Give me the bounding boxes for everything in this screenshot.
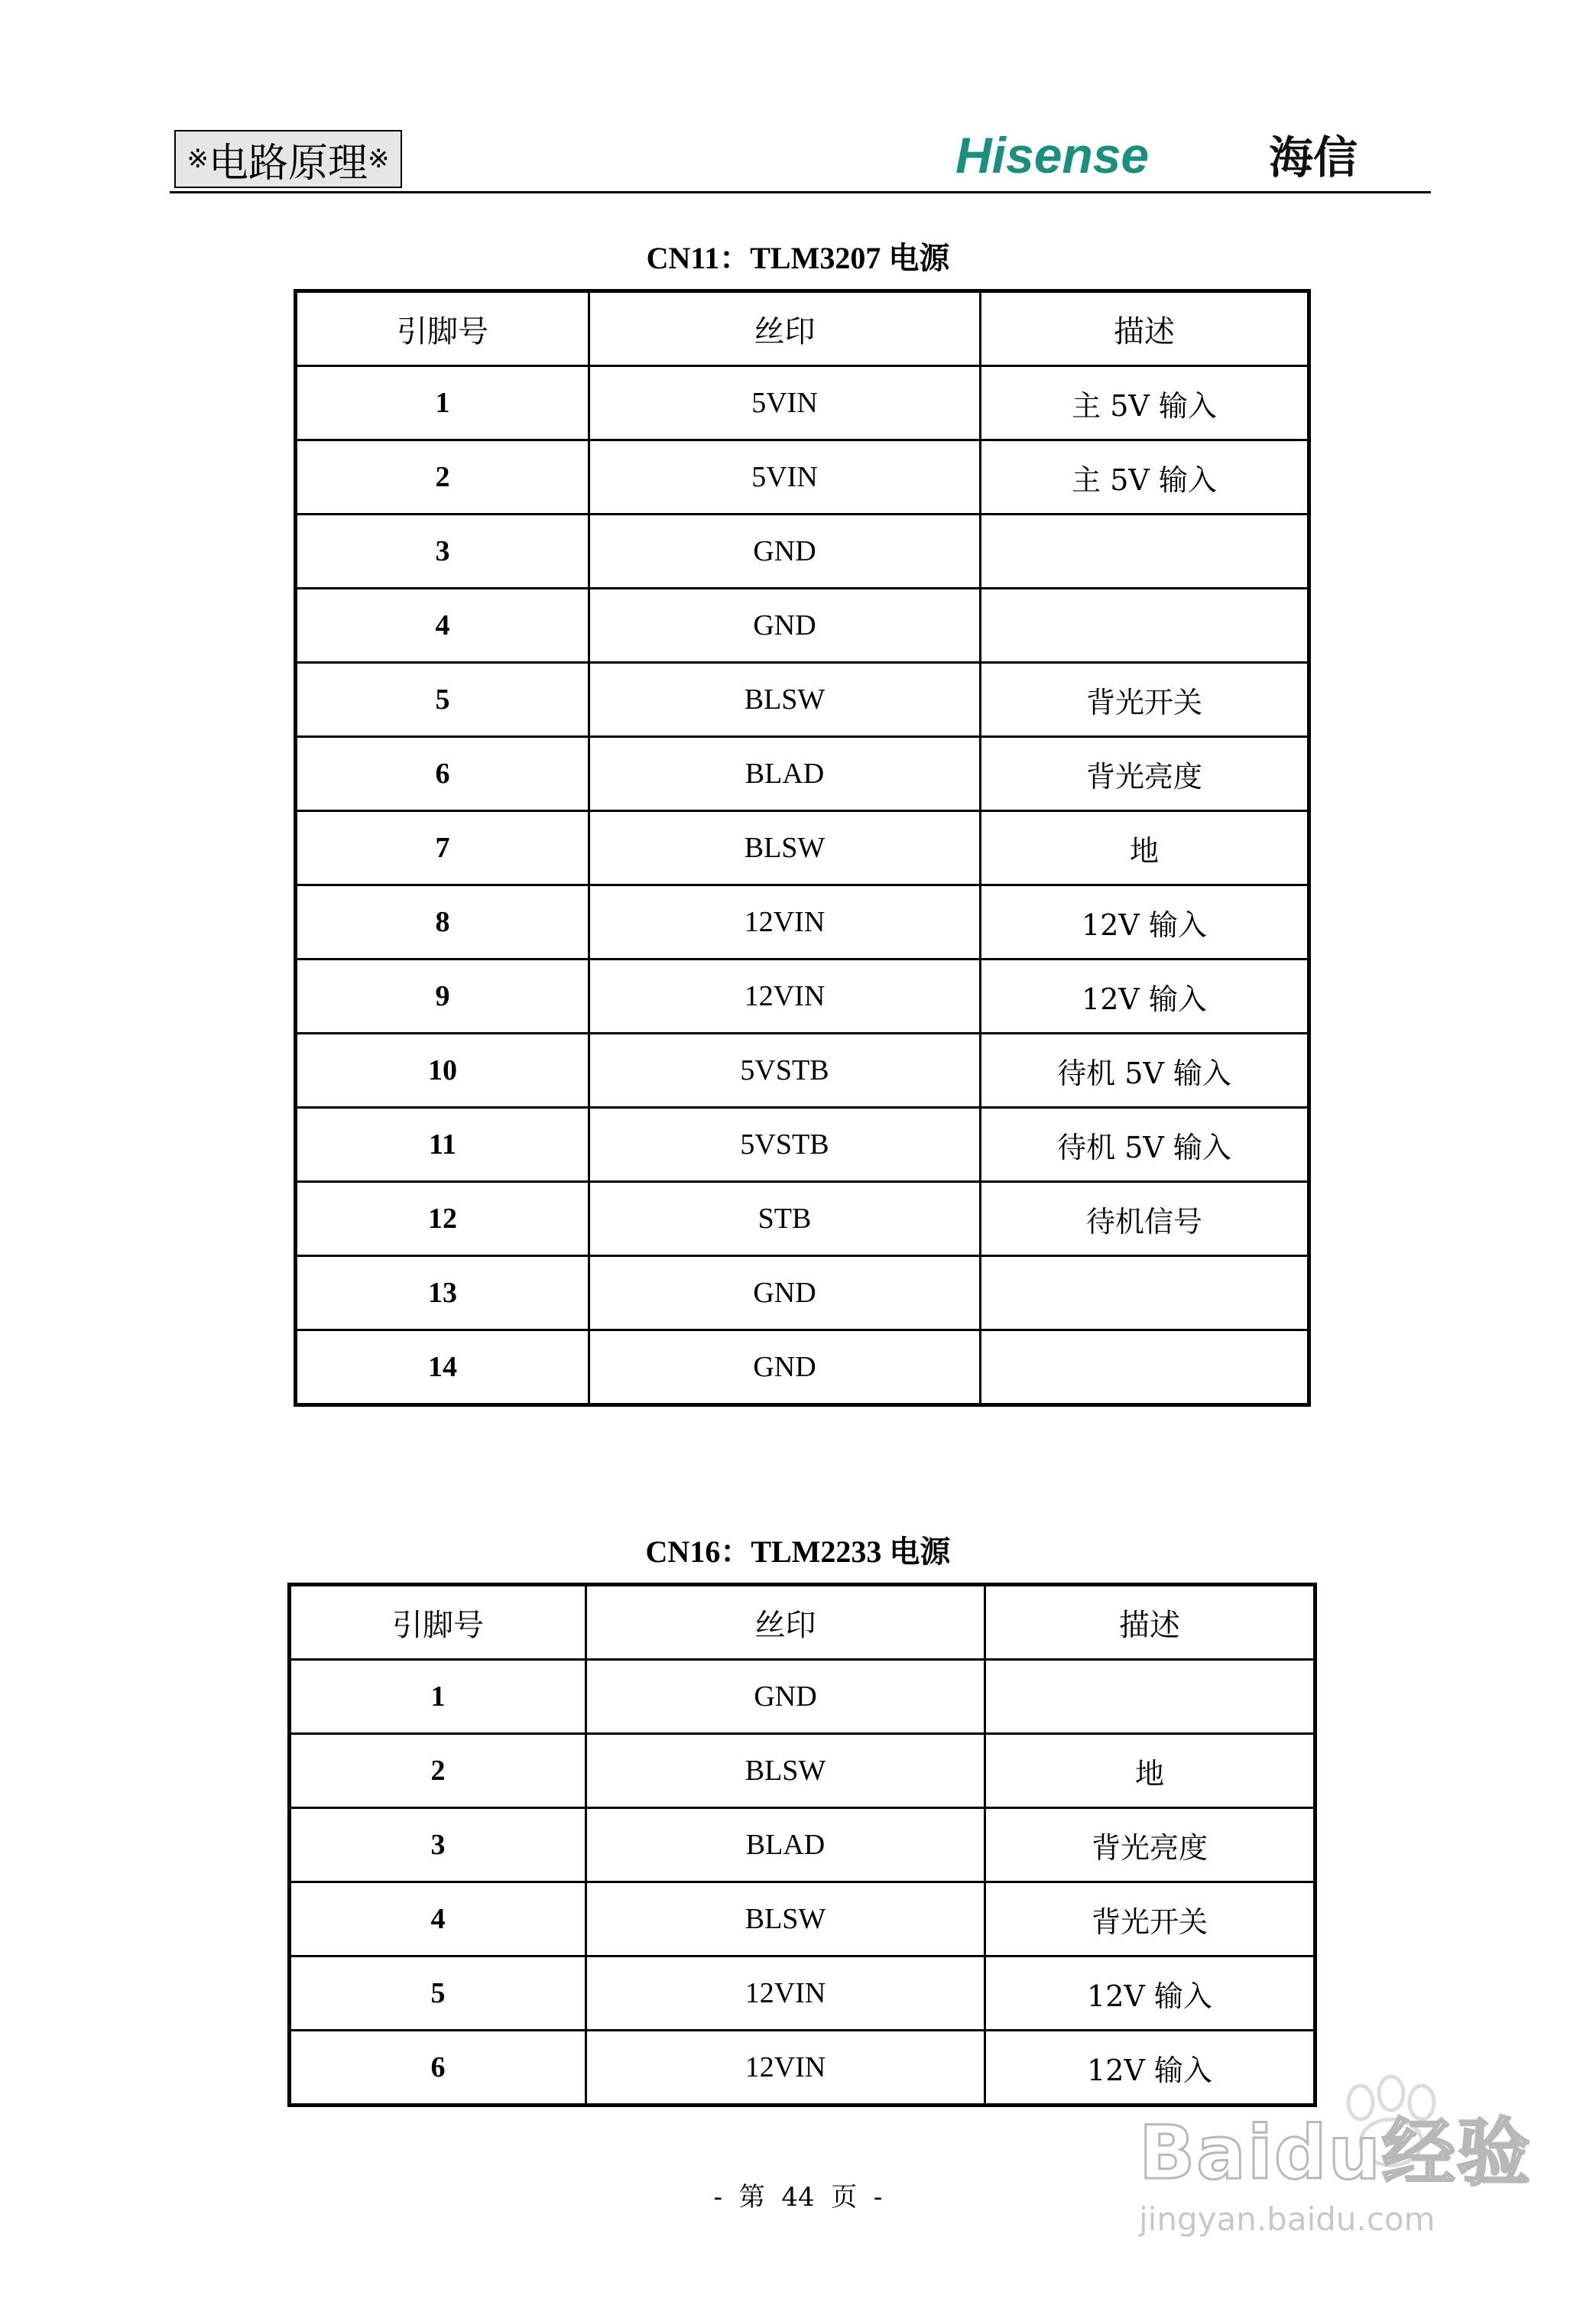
desc-cell (985, 1660, 1315, 1734)
pin-cell: 4 (296, 589, 589, 663)
desc-cell: 背光亮度 (985, 1808, 1315, 1882)
silk-cell: BLAD (586, 1808, 985, 1882)
desc-cell (981, 589, 1309, 663)
pin-cell: 9 (296, 960, 589, 1034)
silk-cell: 5VSTB (589, 1034, 981, 1108)
silk-cell: GND (586, 1660, 985, 1734)
table-row (296, 1034, 1309, 1108)
desc-cell: 待机信号 (981, 1182, 1309, 1256)
column-header-silk: 丝印 (589, 291, 981, 366)
table-header-row (290, 1585, 1315, 1660)
pin-cell: 1 (290, 1660, 586, 1734)
desc-cell: 12V 输入 (985, 1956, 1315, 2031)
table-row (290, 1734, 1315, 1808)
desc-cell: 背光开关 (985, 1882, 1315, 1956)
silk-cell: 5VIN (589, 366, 981, 440)
pin-cell: 11 (296, 1108, 589, 1182)
pin-cell: 12 (296, 1182, 589, 1256)
pin-cell: 13 (296, 1256, 589, 1330)
desc-cell: 背光开关 (981, 663, 1309, 737)
desc-cell: 待机 5V 输入 (981, 1034, 1309, 1108)
pin-cell: 4 (290, 1882, 586, 1956)
column-header-desc: 描述 (985, 1585, 1315, 1660)
silk-cell: GND (589, 589, 981, 663)
silk-cell: 12VIN (589, 960, 981, 1034)
table-row (296, 1256, 1309, 1330)
pin-cell: 1 (296, 366, 589, 440)
table-row (296, 960, 1309, 1034)
logo-cn: 海信 (1269, 132, 1358, 183)
table-caption-cn16: CN16：TLM2233 电源 (645, 1534, 951, 1569)
desc-cell: 12V 输入 (981, 960, 1309, 1034)
table-row (290, 1808, 1315, 1882)
watermark-brand: Baidu经验 (1139, 2110, 1532, 2196)
pin-cell: 3 (296, 515, 589, 589)
pin-cell: 14 (296, 1330, 589, 1405)
desc-cell: 地 (981, 811, 1309, 885)
table-row (296, 663, 1309, 737)
desc-cell: 待机 5V 输入 (981, 1108, 1309, 1182)
table-row (296, 885, 1309, 960)
table-row (296, 515, 1309, 589)
silk-cell: 12VIN (586, 1956, 985, 2031)
pin-cell: 3 (290, 1808, 586, 1882)
desc-cell: 12V 输入 (985, 2031, 1315, 2106)
silk-cell: 5VSTB (589, 1108, 981, 1182)
pin-cell: 7 (296, 811, 589, 885)
page-number: - 第 44 页 - (713, 2182, 883, 2213)
table-row (296, 811, 1309, 885)
desc-cell: 地 (985, 1734, 1315, 1808)
table-row (296, 1182, 1309, 1256)
column-header-silk: 丝印 (586, 1585, 985, 1660)
table-row (290, 1882, 1315, 1956)
silk-cell: 12VIN (589, 885, 981, 960)
section-title-box (174, 130, 402, 188)
table-row (296, 589, 1309, 663)
silk-cell: 5VIN (589, 440, 981, 515)
table-row (290, 1956, 1315, 2031)
pin-cell: 2 (290, 1734, 586, 1808)
pin-cell: 6 (290, 2031, 586, 2106)
desc-cell: 主 5V 输入 (981, 440, 1309, 515)
silk-cell: STB (589, 1182, 981, 1256)
pin-cell: 2 (296, 440, 589, 515)
header-rule (170, 191, 1431, 193)
table-row (296, 1330, 1309, 1405)
logo-wordmark: Hisense (955, 130, 1150, 183)
table-row (296, 1108, 1309, 1182)
column-header-pin: 引脚号 (290, 1585, 586, 1660)
table-row (296, 737, 1309, 811)
silk-cell: BLSW (589, 811, 981, 885)
table-row (296, 440, 1309, 515)
hisense-logo (955, 130, 1429, 183)
pin-cell: 8 (296, 885, 589, 960)
table-row (296, 366, 1309, 440)
silk-cell: BLSW (589, 663, 981, 737)
pin-table-cn11 (294, 289, 1311, 1407)
section-title: 电路原理 (208, 140, 368, 187)
desc-cell: 12V 输入 (981, 885, 1309, 960)
silk-cell: BLSW (586, 1734, 985, 1808)
desc-cell: 主 5V 输入 (981, 366, 1309, 440)
column-header-pin: 引脚号 (296, 291, 589, 366)
pin-cell: 5 (296, 663, 589, 737)
desc-cell (981, 1256, 1309, 1330)
silk-cell: 12VIN (586, 2031, 985, 2106)
silk-cell: BLAD (589, 737, 981, 811)
silk-cell: GND (589, 1330, 981, 1405)
desc-cell: 背光亮度 (981, 737, 1309, 811)
reference-mark-left: ※ (187, 144, 209, 174)
silk-cell: GND (589, 1256, 981, 1330)
pin-cell: 6 (296, 737, 589, 811)
silk-cell: GND (589, 515, 981, 589)
table-caption-cn11: CN11：TLM3207 电源 (646, 241, 950, 275)
pin-cell: 5 (290, 1956, 586, 2031)
watermark-url: jingyan.baidu.com (1139, 2200, 1435, 2238)
pin-table-cn16 (287, 1583, 1317, 2107)
table-row (290, 1660, 1315, 1734)
pin-cell: 10 (296, 1034, 589, 1108)
desc-cell (981, 1330, 1309, 1405)
silk-cell: BLSW (586, 1882, 985, 1956)
column-header-desc: 描述 (981, 291, 1309, 366)
reference-mark-right: ※ (368, 144, 390, 174)
table-header-row (296, 291, 1309, 366)
desc-cell (981, 515, 1309, 589)
